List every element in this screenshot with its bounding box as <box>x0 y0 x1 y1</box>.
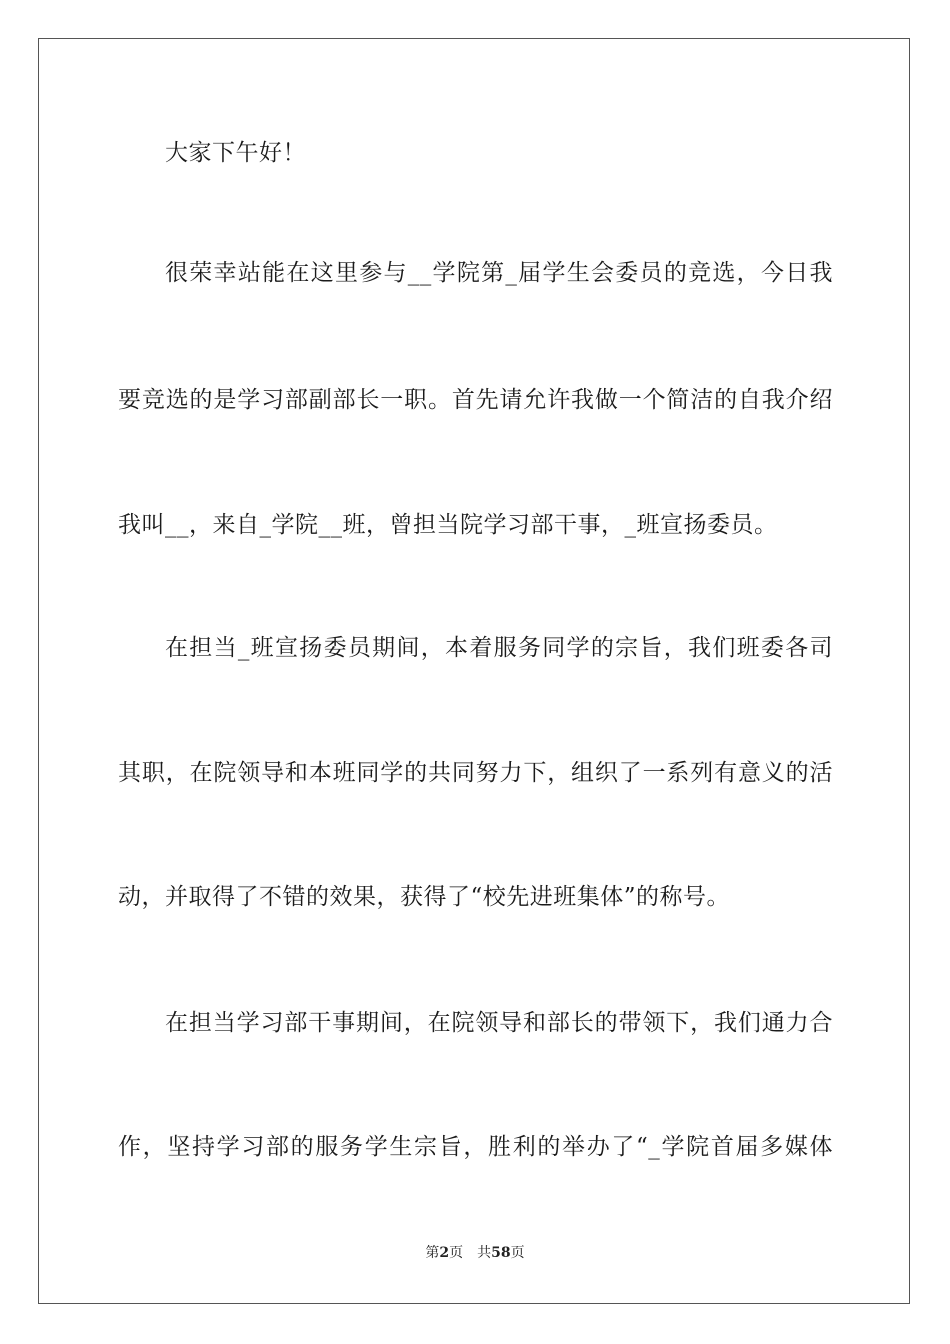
total-prefix: 共 <box>477 1245 492 1261</box>
text-line: 在担当学习部干事期间，在院领导和部长的带领下，我们通力合 <box>165 1010 833 1036</box>
text-line: 其职，在院领导和本班同学的共同努力下，组织了一系列有意义的活 <box>118 760 833 786</box>
text-line: 要竞选的是学习部副部长一职。首先请允许我做一个简洁的自我介绍 <box>118 387 833 413</box>
page-prefix: 第 <box>425 1245 440 1261</box>
text-line: 在担当_班宣扬委员期间，本着服务同学的宗旨，我们班委各司 <box>165 635 833 661</box>
total-suffix: 页 <box>510 1245 525 1261</box>
text-line: 作，坚持学习部的服务学生宗旨，胜利的举办了“_学院首届多媒体 <box>118 1134 833 1160</box>
total-page-count: 58 <box>491 1245 511 1261</box>
text-line: 很荣幸站能在这里参与__学院第_届学生会委员的竞选，今日我 <box>165 260 833 286</box>
page-border <box>38 38 910 1304</box>
text-line: 我叫__，来自_学院__班，曾担当院学习部干事，_班宣扬委员。 <box>118 512 778 538</box>
page-suffix: 页 <box>449 1245 464 1261</box>
greeting-line: 大家下午好！ <box>165 140 306 166</box>
page-footer <box>0 1244 950 1262</box>
text-line: 动，并取得了不错的效果，获得了“校先进班集体”的称号。 <box>118 884 731 910</box>
current-page-number: 2 <box>439 1245 450 1261</box>
